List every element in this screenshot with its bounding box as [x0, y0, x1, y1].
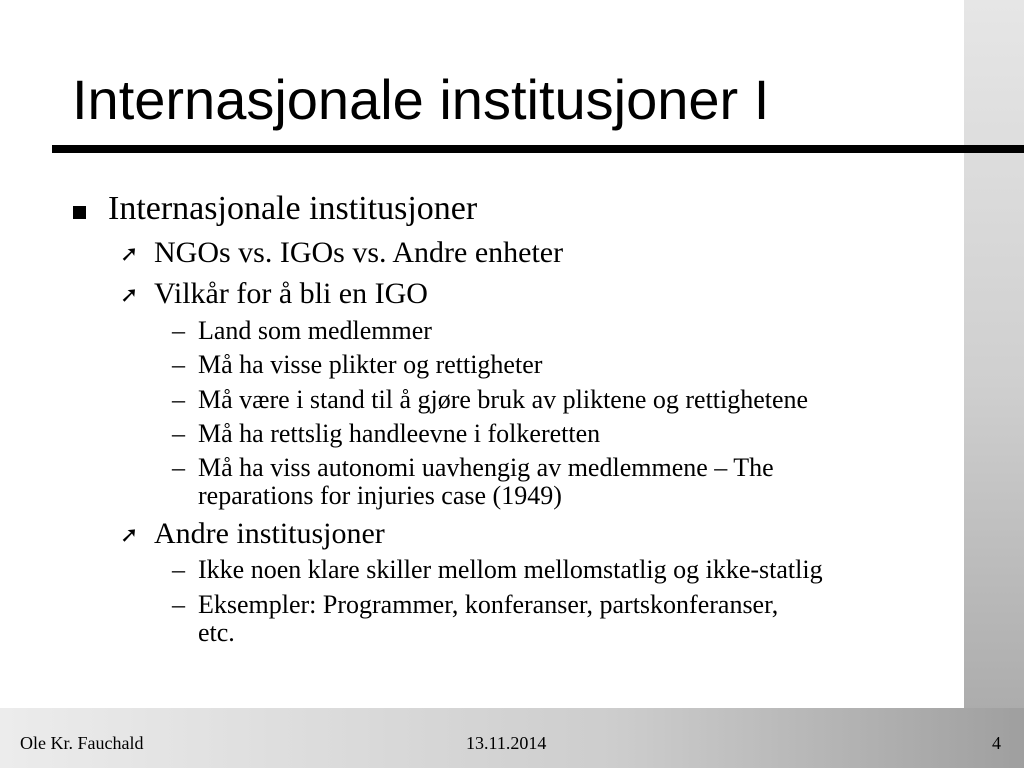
other-item: Eksempler: Programmer, konferanser, partskonferanser, — [198, 590, 779, 619]
bullet-main: Internasjonale institusjoner — [108, 190, 478, 227]
square-bullet-icon — [73, 206, 86, 219]
title-divider — [52, 145, 1024, 153]
condition-item: Må ha viss autonomi uavhengig av medlemmene – The — [198, 453, 774, 482]
dash-bullet: – — [172, 590, 185, 619]
page-number: 4 — [992, 733, 1001, 753]
arrow-bullet-icon: ➚ — [120, 242, 139, 267]
footer-date: 13.11.2014 — [466, 733, 547, 753]
dash-bullet: – — [172, 385, 185, 414]
subbullet-igo-conditions: Vilkår for å bli en IGO — [154, 277, 428, 310]
arrow-bullet-icon: ➚ — [120, 283, 139, 308]
condition-item: Må ha visse plikter og rettigheter — [198, 350, 543, 379]
dash-bullet: – — [172, 453, 185, 482]
dash-bullet: – — [172, 350, 185, 379]
subbullet-other-institutions: Andre institusjoner — [154, 517, 385, 550]
dash-bullet: – — [172, 316, 185, 345]
slide-shadow-right — [964, 0, 1024, 768]
condition-item-continued: reparations for injuries case (1949) — [198, 481, 562, 510]
other-item-continued: etc. — [198, 618, 235, 647]
condition-item: Land som medlemmer — [198, 316, 432, 345]
footer-author: Ole Kr. Fauchald — [20, 733, 144, 753]
condition-item: Må ha rettslig handleevne i folkeretten — [198, 419, 601, 448]
arrow-bullet-icon: ➚ — [120, 523, 139, 548]
dash-bullet: – — [172, 419, 185, 448]
subbullet-ngos: NGOs vs. IGOs vs. Andre enheter — [154, 236, 564, 269]
other-item: Ikke noen klare skiller mellom mellomstatlig og ikke-statlig — [198, 555, 823, 584]
slide-title: Internasjonale institusjoner I — [72, 68, 770, 131]
condition-item: Må være i stand til å gjøre bruk av pliktene og rettighetene — [198, 385, 809, 414]
dash-bullet: – — [172, 555, 185, 584]
